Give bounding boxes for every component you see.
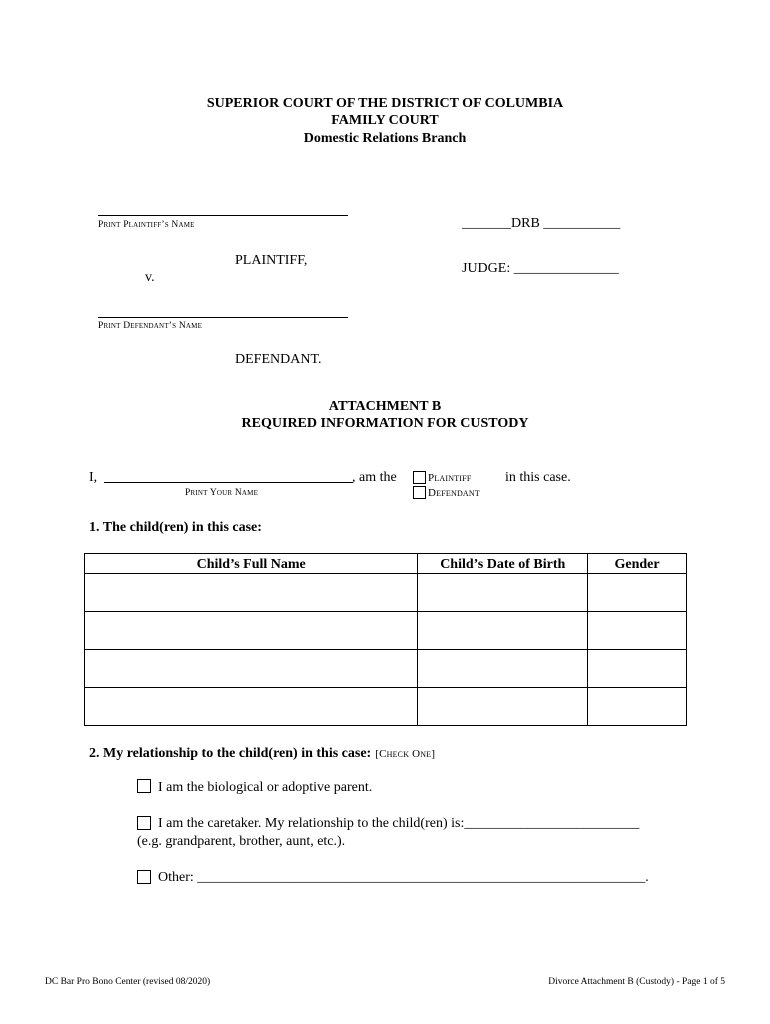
caretaker-example: (e.g. grandparent, brother, aunt, etc.). bbox=[137, 834, 346, 849]
plaintiff-name-caption: Print Plaintiff’s Name bbox=[98, 220, 195, 230]
other-checkbox[interactable] bbox=[137, 870, 151, 884]
footer-left: DC Bar Pro Bono Center (revised 08/2020) bbox=[45, 977, 211, 987]
child-dob-cell[interactable] bbox=[418, 650, 588, 688]
statement-lead: I, bbox=[89, 470, 98, 485]
child-gender-cell[interactable] bbox=[588, 688, 687, 726]
section1-heading: 1. The child(ren) in this case: bbox=[89, 520, 262, 535]
child-name-cell[interactable] bbox=[85, 688, 418, 726]
section2-heading: 2. My relationship to the child(ren) in this case: bbox=[89, 746, 372, 761]
plaintiff-checkbox[interactable] bbox=[413, 471, 426, 484]
parent-option-label: I am the biological or adoptive parent. bbox=[158, 780, 373, 795]
caretaker-checkbox[interactable] bbox=[137, 816, 151, 830]
table-row bbox=[85, 650, 687, 688]
column-header-full-name: Child’s Full Name bbox=[85, 554, 418, 574]
child-gender-cell[interactable] bbox=[588, 574, 687, 612]
table-row bbox=[85, 688, 687, 726]
footer-right: Divorce Attachment B (Custody) - Page 1 of 5 bbox=[548, 977, 725, 987]
table-row bbox=[85, 612, 687, 650]
attachment-subtitle: REQUIRED INFORMATION FOR CUSTODY bbox=[241, 416, 529, 431]
defendant-option-label: Defendant bbox=[428, 487, 480, 499]
child-dob-cell[interactable] bbox=[418, 612, 588, 650]
column-header-gender: Gender bbox=[588, 554, 687, 574]
attachment-title: ATTACHMENT B bbox=[328, 399, 442, 414]
plaintiff-label: PLAINTIFF, bbox=[235, 253, 308, 268]
your-name-caption: Print Your Name bbox=[185, 488, 259, 498]
parent-checkbox[interactable] bbox=[137, 779, 151, 793]
defendant-label: DEFENDANT. bbox=[235, 352, 322, 367]
statement-am-the: , am the bbox=[352, 470, 397, 485]
court-name: SUPERIOR COURT OF THE DISTRICT OF COLUMBIA bbox=[206, 96, 564, 111]
child-name-cell[interactable] bbox=[85, 574, 418, 612]
child-gender-cell[interactable] bbox=[588, 650, 687, 688]
child-dob-cell[interactable] bbox=[418, 574, 588, 612]
statement-suffix: in this case. bbox=[505, 470, 571, 485]
plaintiff-name-line[interactable] bbox=[98, 215, 348, 216]
child-name-cell[interactable] bbox=[85, 612, 418, 650]
defendant-checkbox[interactable] bbox=[413, 486, 426, 499]
versus-label: v. bbox=[145, 270, 155, 285]
your-name-line[interactable] bbox=[104, 482, 353, 483]
section2-heading-row bbox=[89, 744, 435, 762]
children-table bbox=[84, 553, 687, 726]
child-gender-cell[interactable] bbox=[588, 612, 687, 650]
child-name-cell[interactable] bbox=[85, 650, 418, 688]
case-number-field[interactable]: _______DRB ___________ bbox=[462, 216, 621, 231]
court-division: FAMILY COURT bbox=[331, 113, 439, 128]
judge-field[interactable]: JUDGE: _______________ bbox=[462, 261, 619, 276]
table-row bbox=[85, 574, 687, 612]
column-header-date-of-birth: Child’s Date of Birth bbox=[418, 554, 588, 574]
caretaker-option-label[interactable]: I am the caretaker. My relationship to the child(ren) is:_________________________ bbox=[158, 816, 640, 831]
child-dob-cell[interactable] bbox=[418, 688, 588, 726]
defendant-name-caption: Print Defendant’s Name bbox=[98, 321, 203, 331]
court-branch: Domestic Relations Branch bbox=[303, 131, 467, 146]
defendant-name-line[interactable] bbox=[98, 317, 348, 318]
plaintiff-option-label: Plaintiff bbox=[428, 472, 472, 484]
check-one-note: [Check One] bbox=[375, 748, 436, 760]
other-option-field[interactable]: Other: ________________________________________________________________. bbox=[158, 870, 649, 885]
